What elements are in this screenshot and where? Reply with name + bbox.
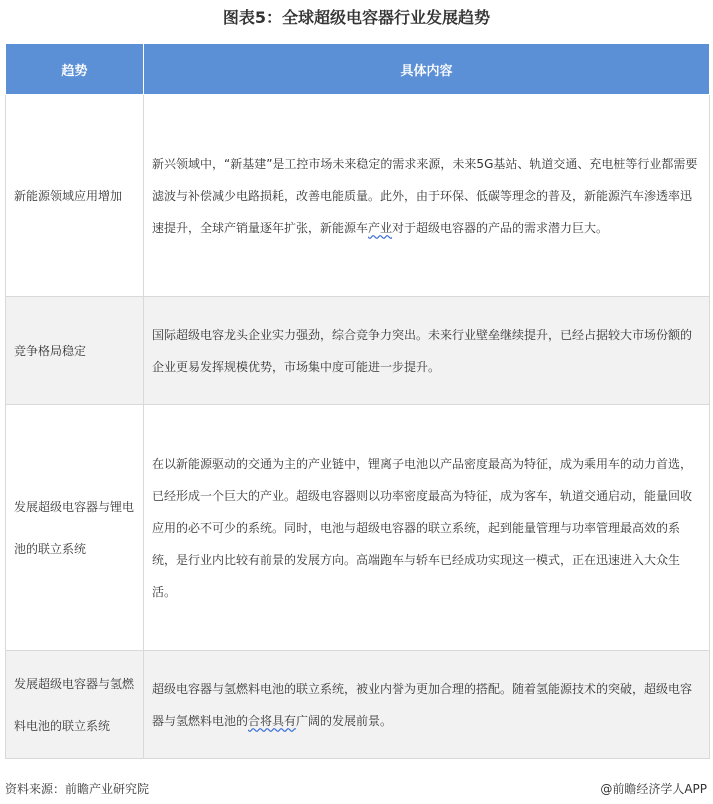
spellcheck-marked-text: 合将具有 xyxy=(248,713,297,728)
header-trend: 趋势 xyxy=(6,44,144,95)
table-row xyxy=(6,95,710,297)
figure-title: 图表5：全球超级电容器行业发展趋势 xyxy=(222,8,491,27)
content-text-end: 对于超级电容器的产品的需求潜力巨大。 xyxy=(392,220,609,235)
content-cell: 在以新能源驱动的交通为主的产业链中，锂离子电池以产品密度最高为特征，成为乘用车的动力首选，已经形成一个巨大的产业。超级电容器则以功率密度最高为特征，成为客车，轨道交通启动，能量回收应用的必不可少的系统。同时，电池与超级电容器的联立系统，起到能量管理与功率管理最高效的系统，是行业内比较有前景的发展方向。高端跑车与轿车已经成功实现这一模式，正在迅速进入大众生活。 xyxy=(144,405,710,651)
brand-credit: @前瞻经济学人APP xyxy=(600,782,707,796)
table-row xyxy=(6,651,710,759)
content-cell xyxy=(144,651,710,759)
trend-cell: 新能源领域应用增加 xyxy=(6,95,144,297)
content-text: 超级电容器与氢燃料电池的联立系统，被业内誉为更加合理的搭配。随着氢能源技术的突破，超级电容器与氢燃料电池的 xyxy=(152,681,693,728)
trend-cell: 发展超级电容器与氢燃料电池的联立系统 xyxy=(6,651,144,759)
content-text: 新兴领域中，“新基建”是工控市场未来稳定的需求来源，未来5G基站、轨道交通、充电桩等行业都需要滤波与补偿减少电路损耗，改善电能质量。此外，由于环保、低碳等理念的普及，新能源汽车渗透率迅速提升，全球产销量逐年扩张，新能源车 xyxy=(152,156,698,235)
content-cell xyxy=(144,95,710,297)
spellcheck-marked-text: 产业 xyxy=(368,220,393,235)
table-row xyxy=(6,297,710,405)
trend-cell: 竞争格局稳定 xyxy=(6,297,144,405)
source-note: 资料来源：前瞻产业研究院 xyxy=(5,782,150,796)
header-content: 具体内容 xyxy=(144,44,710,95)
table-row xyxy=(6,405,710,651)
trend-table xyxy=(5,43,710,759)
table-header-row xyxy=(6,44,710,95)
trend-cell: 发展超级电容器与锂电池的联立系统 xyxy=(6,405,144,651)
content-cell: 国际超级电容龙头企业实力强劲，综合竞争力突出。未来行业壁垒继续提升，已经占据较大市场份额的企业更易发挥规模优势，市场集中度可能进一步提升。 xyxy=(144,297,710,405)
content-text-end: 广阔的发展前景。 xyxy=(296,713,393,728)
